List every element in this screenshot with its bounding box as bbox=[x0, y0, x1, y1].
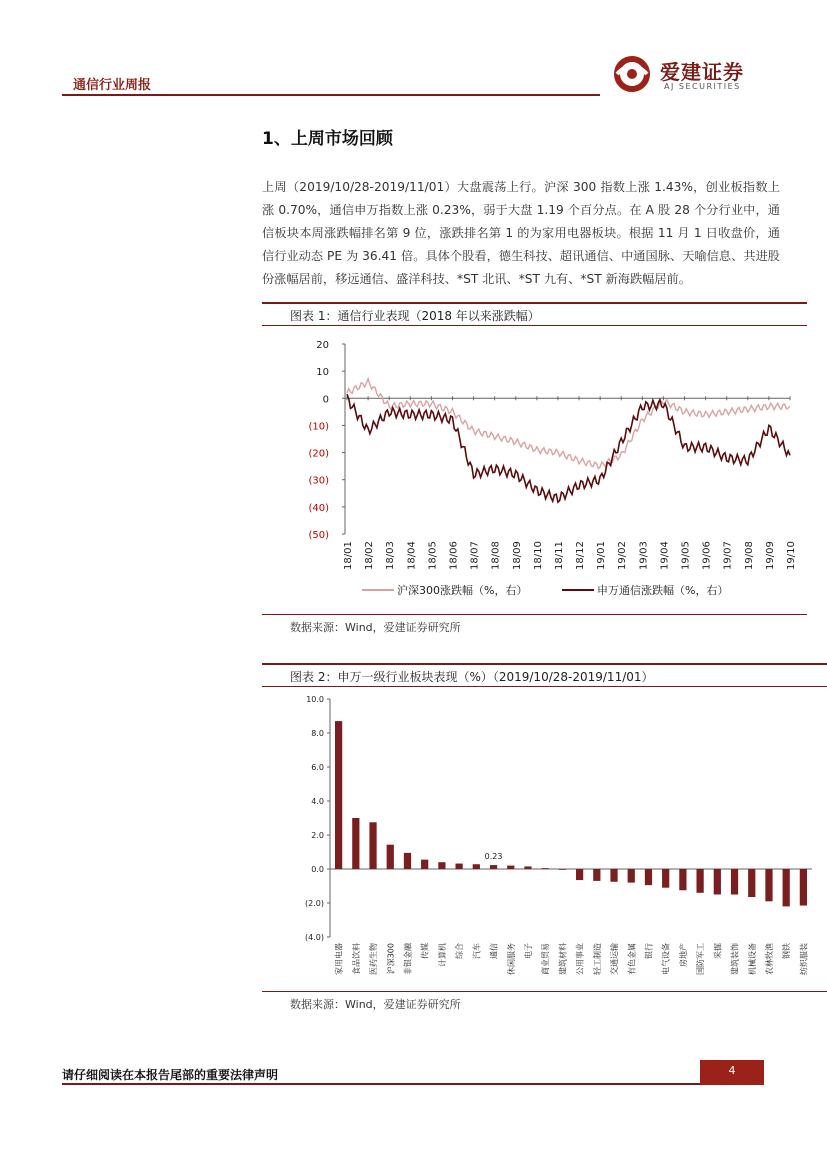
x-tick-label: 建筑装饰 bbox=[730, 943, 740, 975]
y-tick-label: (40) bbox=[308, 502, 329, 514]
bar bbox=[490, 865, 497, 869]
x-tick-label: 19/09 bbox=[764, 541, 776, 570]
figure2-top-rule bbox=[262, 663, 827, 665]
market-review-paragraph: 上周（2019/10/28-2019/11/01）大盘震荡上行。沪深 300 指数上涨 1.43%，创业板指数上涨 0.70%，通信申万指数上涨 0.23%，弱于大盘 1.19 个百分点。在 A 股 28 个分行业中，通信板块本周涨跌幅排名第 9 位，涨跌排名第 1 的为家用电器板块。根据 11 月 1 日收盘价，通信行业动态 PE 为 36.41 倍。具体个股看，德生科技、超讯通信、中通国脉、天喻信息、共进股份涨幅居前，移远通信、盛洋科技、*ST 北讯、*ST 九有、*ST 新海跌幅居前。 bbox=[262, 180, 780, 286]
bar bbox=[438, 862, 445, 869]
bar bbox=[542, 868, 549, 869]
x-tick-label: 18/02 bbox=[364, 541, 376, 570]
bar bbox=[645, 869, 652, 885]
figure1-top-rule bbox=[262, 302, 807, 304]
data-label: 0.23 bbox=[484, 852, 503, 862]
x-tick-label: 传媒 bbox=[420, 943, 430, 959]
bar bbox=[559, 869, 566, 870]
bar bbox=[524, 866, 531, 869]
bar bbox=[783, 869, 790, 906]
figure1-title: 图表 1：通信行业表现（2018 年以来涨跌幅） bbox=[290, 309, 540, 323]
bar bbox=[800, 869, 807, 906]
bar bbox=[679, 869, 686, 890]
x-tick-label: 18/11 bbox=[553, 541, 565, 570]
x-tick-label: 医药生物 bbox=[369, 943, 379, 975]
x-tick-label: 银行 bbox=[644, 943, 654, 959]
bar bbox=[421, 860, 428, 869]
x-tick-label: 19/01 bbox=[596, 541, 608, 570]
company-logo-icon bbox=[607, 56, 657, 92]
x-tick-label: 18/09 bbox=[511, 541, 523, 570]
y-tick-label: 10 bbox=[316, 367, 329, 379]
y-tick-label: (4.0) bbox=[305, 933, 324, 942]
x-tick-label: 有色金属 bbox=[627, 943, 637, 975]
bar bbox=[473, 864, 480, 869]
x-tick-label: 19/05 bbox=[680, 541, 692, 570]
x-tick-label: 18/01 bbox=[343, 541, 354, 570]
legal-notice-footer: 请仔细阅读在本报告尾部的重要法律声明 bbox=[62, 1068, 279, 1082]
y-tick-label: 0 bbox=[322, 394, 329, 406]
x-tick-label: 18/07 bbox=[469, 541, 481, 570]
x-tick-label: 建筑材料 bbox=[558, 943, 568, 975]
x-tick-label: 汽车 bbox=[472, 943, 482, 959]
x-tick-label: 钢铁 bbox=[782, 943, 792, 959]
x-tick-label: 休闲服务 bbox=[506, 943, 516, 975]
y-tick-label: 10.0 bbox=[306, 695, 324, 704]
report-header-title: 通信行业周报 bbox=[73, 78, 152, 93]
x-tick-label: 房地产 bbox=[678, 943, 688, 967]
bar-chart bbox=[262, 689, 827, 989]
page-number: 4 bbox=[700, 1060, 764, 1085]
bar bbox=[335, 721, 342, 869]
bar bbox=[662, 869, 669, 888]
x-tick-label: 非银金融 bbox=[403, 943, 413, 975]
y-tick-label: (30) bbox=[308, 475, 329, 487]
y-tick-label: 0.0 bbox=[311, 865, 324, 874]
x-tick-label: 农林牧渔 bbox=[764, 943, 774, 975]
legend-label-1: 沪深300涨跌幅（%，右） bbox=[397, 584, 528, 597]
y-tick-label: 20 bbox=[316, 340, 329, 351]
bar bbox=[507, 866, 514, 869]
figure1-bottom-rule bbox=[262, 614, 807, 615]
x-tick-label: 18/05 bbox=[427, 541, 439, 570]
bar bbox=[610, 869, 617, 882]
x-tick-label: 轻工制造 bbox=[592, 943, 602, 975]
x-tick-label: 机械设备 bbox=[747, 943, 757, 975]
x-tick-label: 19/07 bbox=[722, 541, 734, 570]
x-tick-label: 19/04 bbox=[659, 541, 671, 570]
figure2-source: 数据来源：Wind，爱建证券研究所 bbox=[290, 998, 461, 1011]
bar bbox=[404, 853, 411, 869]
x-tick-label: 食品饮料 bbox=[351, 943, 361, 975]
x-tick-label: 家用电器 bbox=[334, 943, 344, 975]
x-tick-label: 18/12 bbox=[575, 541, 587, 570]
bar bbox=[593, 869, 600, 881]
x-tick-label: 19/02 bbox=[617, 541, 629, 570]
x-tick-label: 19/10 bbox=[786, 541, 797, 570]
figure2-bottom-rule bbox=[262, 991, 827, 992]
figure1-title-rule bbox=[262, 325, 807, 326]
bar bbox=[731, 869, 738, 895]
x-tick-label: 电子 bbox=[523, 943, 533, 959]
x-tick-label: 18/08 bbox=[490, 541, 502, 570]
x-tick-label: 19/08 bbox=[743, 541, 755, 570]
x-tick-label: 国防军工 bbox=[696, 943, 706, 975]
y-tick-label: 4.0 bbox=[311, 797, 324, 806]
x-tick-label: 商业贸易 bbox=[541, 943, 551, 975]
logo-english-name: AJ SECURITIES bbox=[664, 82, 741, 91]
bar bbox=[696, 869, 703, 893]
y-tick-label: 6.0 bbox=[311, 763, 324, 772]
x-tick-label: 电气设备 bbox=[661, 943, 671, 975]
x-tick-label: 沪深300 bbox=[386, 943, 396, 975]
logo-chinese-name: 爱建证券 bbox=[660, 60, 744, 84]
x-tick-label: 采掘 bbox=[713, 943, 723, 959]
bar bbox=[352, 818, 359, 869]
bar bbox=[628, 869, 635, 883]
bar bbox=[576, 869, 583, 880]
x-tick-label: 19/03 bbox=[638, 541, 650, 570]
bar bbox=[369, 822, 376, 869]
section-title: 1、上周市场回顾 bbox=[262, 129, 393, 149]
x-tick-label: 计算机 bbox=[437, 943, 447, 967]
bar bbox=[714, 869, 721, 895]
x-tick-label: 综合 bbox=[455, 943, 465, 959]
x-tick-label: 通信 bbox=[489, 943, 499, 959]
x-tick-label: 18/10 bbox=[532, 541, 544, 570]
bar bbox=[748, 869, 755, 897]
bar bbox=[387, 845, 394, 869]
y-tick-label: (10) bbox=[308, 421, 329, 433]
series-line-2 bbox=[347, 394, 790, 502]
x-tick-label: 交通运输 bbox=[610, 943, 620, 975]
figure2-title-rule bbox=[262, 686, 827, 687]
line-chart bbox=[262, 328, 807, 613]
x-tick-label: 公用事业 bbox=[575, 943, 585, 975]
bar bbox=[455, 864, 462, 869]
y-tick-label: 2.0 bbox=[311, 831, 324, 840]
y-tick-label: 8.0 bbox=[311, 729, 324, 738]
x-tick-label: 18/04 bbox=[406, 541, 418, 570]
y-tick-label: (2.0) bbox=[305, 899, 324, 908]
x-tick-label: 18/03 bbox=[385, 541, 397, 570]
x-tick-label: 纺织服装 bbox=[799, 943, 809, 975]
footer-divider bbox=[62, 1083, 700, 1085]
legend-label-2: 申万通信涨跌幅（%，右） bbox=[597, 584, 729, 597]
y-tick-label: (20) bbox=[308, 448, 329, 460]
figure2-title: 图表 2：申万一级行业板块表现（%）（2019/10/28-2019/11/01） bbox=[290, 670, 654, 684]
x-tick-label: 18/06 bbox=[448, 541, 460, 570]
y-tick-label: (50) bbox=[308, 530, 329, 541]
x-tick-label: 19/06 bbox=[701, 541, 713, 570]
figure1-source: 数据来源：Wind，爱建证券研究所 bbox=[290, 621, 461, 634]
bar bbox=[765, 869, 772, 901]
header-divider bbox=[62, 94, 600, 96]
